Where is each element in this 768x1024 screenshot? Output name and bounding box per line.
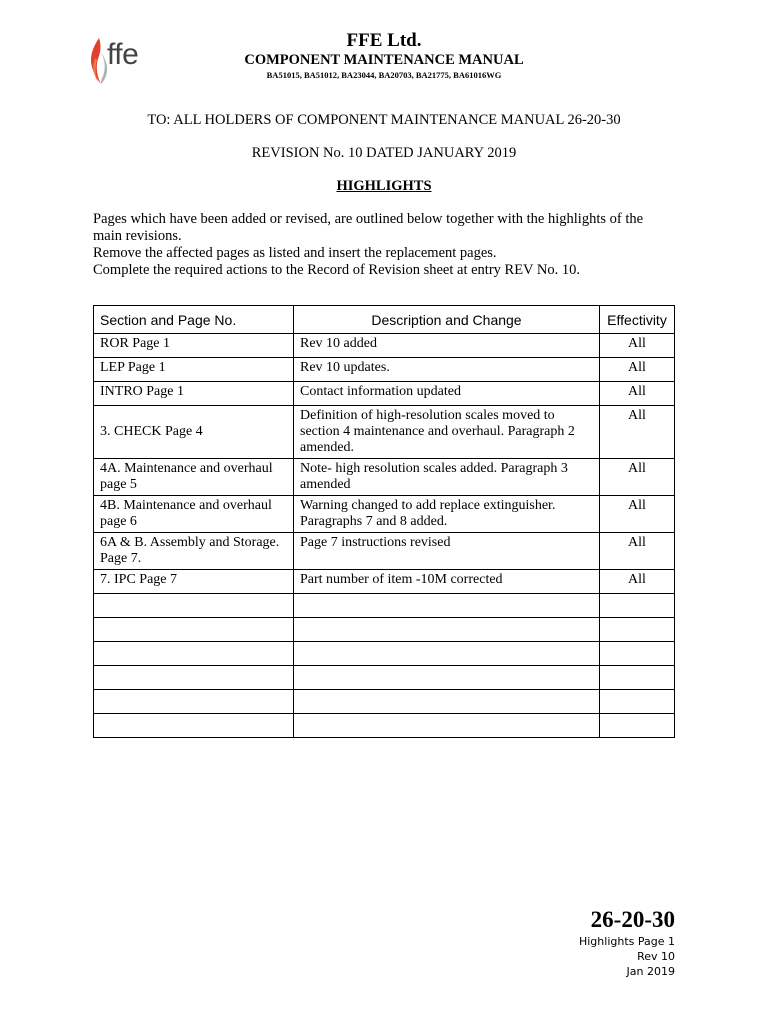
effectivity-cell: All [600, 334, 675, 358]
column-header-section: Section and Page No. [94, 306, 294, 334]
empty-cell [94, 690, 294, 714]
date-label: Jan 2019 [626, 965, 675, 978]
page-label: Highlights Page 1 [578, 935, 675, 948]
description-cell: Page 7 instructions revised [294, 533, 600, 570]
description-cell: Rev 10 added [294, 334, 600, 358]
intro-paragraph: Remove the affected pages as listed and insert the replacement pages. [93, 245, 497, 261]
logo-text: ffe [107, 38, 139, 71]
intro-text [93, 211, 673, 279]
table-header-row [94, 306, 675, 334]
column-header-effectivity: Effectivity [600, 306, 675, 334]
empty-cell [94, 594, 294, 618]
description-cell: Contact information updated [294, 382, 600, 406]
empty-cell [294, 690, 600, 714]
effectivity-cell: All [600, 496, 675, 533]
empty-cell [294, 642, 600, 666]
description-cell: Definition of high-resolution scales moved to section 4 maintenance and overhaul. Paragraph 2 amended. [294, 406, 600, 459]
document-header [200, 30, 568, 81]
recipient-line: TO: ALL HOLDERS OF COMPONENT MAINTENANCE MANUAL 26-20-30 [147, 112, 621, 128]
chapter-code: 26-20-30 [590, 907, 675, 932]
ffe-logo [89, 36, 159, 86]
empty-cell [94, 714, 294, 738]
empty-cell [94, 618, 294, 642]
empty-row [94, 594, 675, 618]
effectivity-cell: All [600, 358, 675, 382]
empty-cell [600, 618, 675, 642]
section-cell: 7. IPC Page 7 [94, 570, 294, 594]
column-header-description: Description and Change [294, 306, 600, 334]
empty-row [94, 714, 675, 738]
manual-title: COMPONENT MAINTENANCE MANUAL [244, 52, 524, 68]
part-numbers: BA51015, BA51012, BA23044, BA20703, BA21775, BA61016WG [266, 70, 502, 80]
effectivity-cell: All [600, 533, 675, 570]
revision-line: REVISION No. 10 DATED JANUARY 2019 [251, 145, 517, 161]
description-cell: Part number of item -10M corrected [294, 570, 600, 594]
empty-cell [600, 690, 675, 714]
table-row [94, 570, 675, 594]
intro-paragraph: Complete the required actions to the Record of Revision sheet at entry REV No. 10. [93, 262, 580, 278]
empty-row [94, 666, 675, 690]
revision-table [93, 305, 675, 738]
section-cell: 3. CHECK Page 4 [94, 406, 294, 459]
empty-cell [94, 642, 294, 666]
empty-row [94, 690, 675, 714]
description-cell: Rev 10 updates. [294, 358, 600, 382]
effectivity-cell: All [600, 406, 675, 459]
highlights-heading: HIGHLIGHTS [336, 178, 432, 194]
effectivity-cell: All [600, 459, 675, 496]
empty-cell [294, 714, 600, 738]
empty-cell [294, 666, 600, 690]
empty-cell [294, 618, 600, 642]
table-row [94, 382, 675, 406]
section-cell: ROR Page 1 [94, 334, 294, 358]
empty-row [94, 642, 675, 666]
empty-cell [294, 594, 600, 618]
empty-cell [94, 666, 294, 690]
company-name: FFE Ltd. [346, 30, 422, 51]
section-cell: 4B. Maintenance and overhaul page 6 [94, 496, 294, 533]
effectivity-cell: All [600, 382, 675, 406]
page-footer [579, 906, 675, 979]
table-row [94, 533, 675, 570]
empty-cell [600, 594, 675, 618]
flame-icon [89, 36, 109, 86]
description-cell: Warning changed to add replace extinguisher. Paragraphs 7 and 8 added. [294, 496, 600, 533]
table-row [94, 459, 675, 496]
table-row [94, 406, 675, 459]
section-cell: INTRO Page 1 [94, 382, 294, 406]
table-row [94, 334, 675, 358]
section-cell: 6A & B. Assembly and Storage. Page 7. [94, 533, 294, 570]
empty-cell [600, 642, 675, 666]
description-cell: Note- high resolution scales added. Paragraph 3 amended [294, 459, 600, 496]
empty-cell [600, 666, 675, 690]
revision-label: Rev 10 [637, 950, 675, 963]
section-cell: LEP Page 1 [94, 358, 294, 382]
empty-row [94, 618, 675, 642]
table-row [94, 496, 675, 533]
empty-cell [600, 714, 675, 738]
section-cell: 4A. Maintenance and overhaul page 5 [94, 459, 294, 496]
effectivity-cell: All [600, 570, 675, 594]
intro-paragraph: Pages which have been added or revised, are outlined below together with the highlights of the main revisions. [93, 211, 644, 244]
table-row [94, 358, 675, 382]
